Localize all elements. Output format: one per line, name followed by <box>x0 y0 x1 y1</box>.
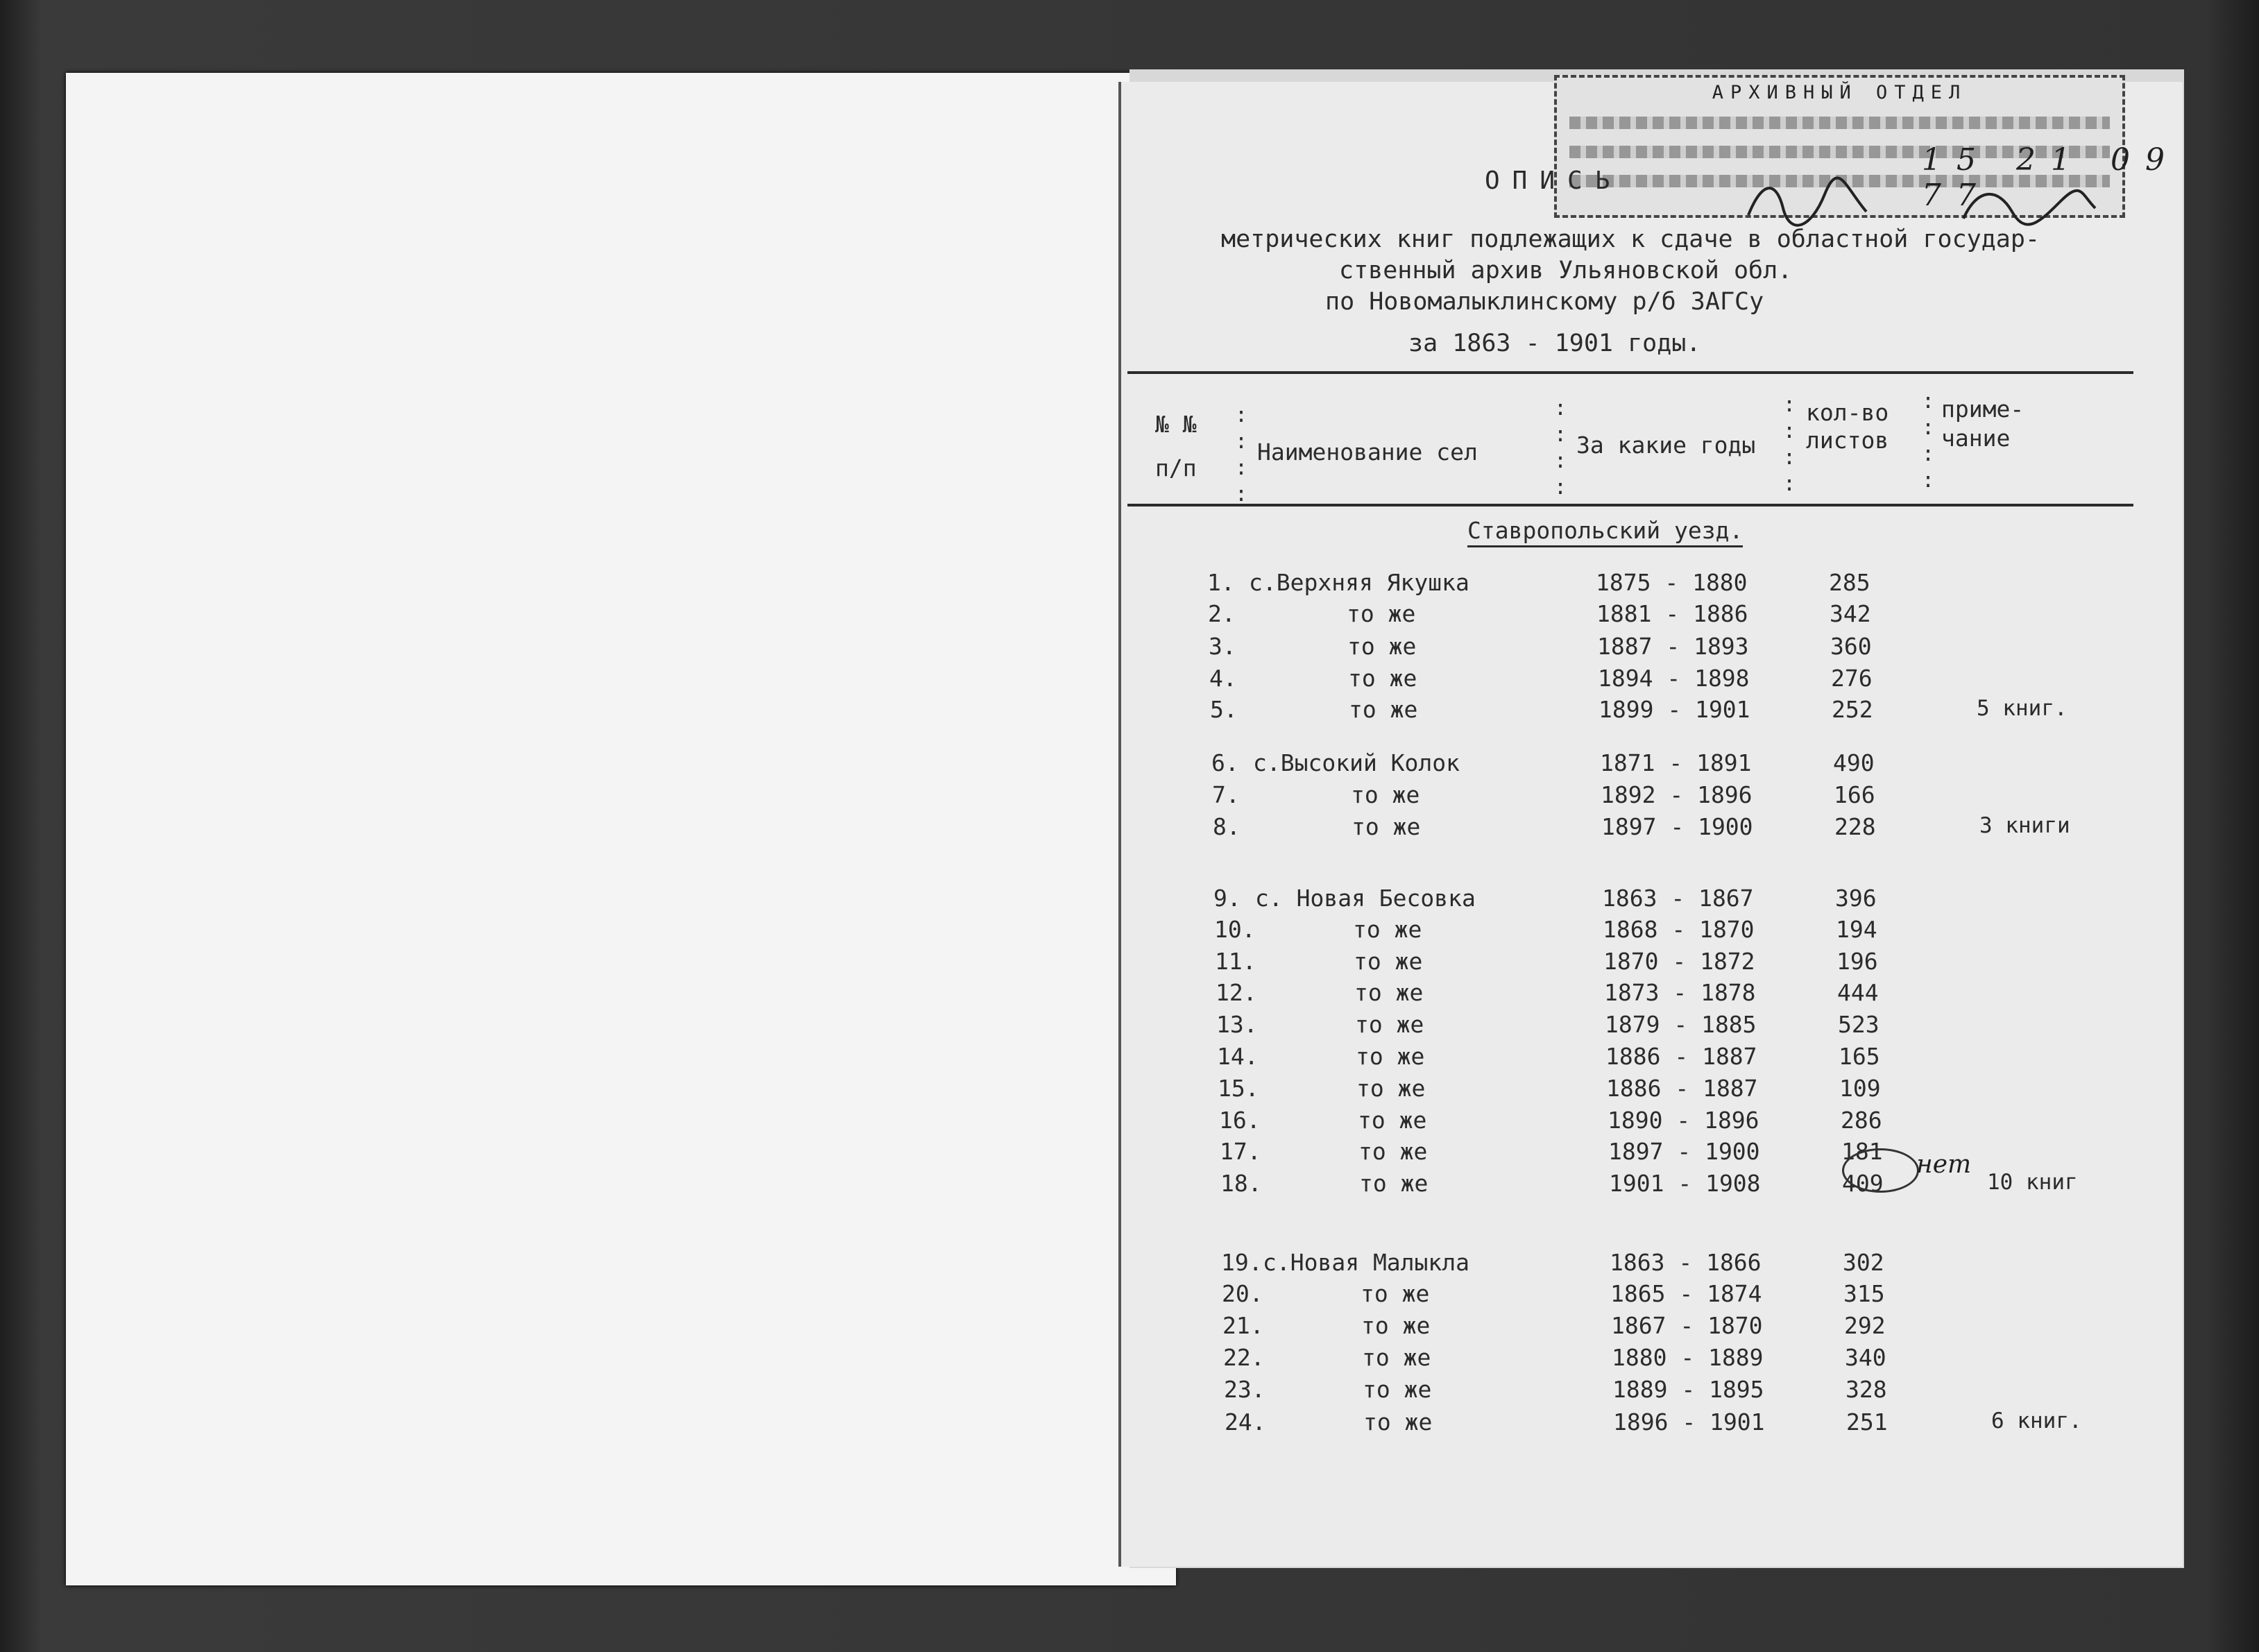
years-range: 1875 - 1880 <box>1596 569 1748 596</box>
sheet-count: 340 <box>1845 1344 1886 1371</box>
column-separator: : : : : <box>1554 396 1567 500</box>
county-heading: Ставропольский уезд. <box>1467 517 1743 547</box>
years-range: 1897 - 1900 <box>1601 813 1753 840</box>
header-number: № № <box>1155 411 1197 438</box>
column-separator: : : : : <box>1235 403 1248 506</box>
stamp-text-line <box>1569 117 2110 129</box>
years-range: 1863 - 1866 <box>1610 1249 1762 1276</box>
document-title: ОПИСЬ <box>1485 167 1623 195</box>
village-name: то же <box>1351 781 1420 808</box>
village-name: с.Высокий Колок <box>1253 749 1460 776</box>
table-row <box>0 696 2259 726</box>
stamp-title: АРХИВНЫЙ ОТДЕЛ <box>1712 82 1968 103</box>
sheet-count: 292 <box>1844 1312 1886 1339</box>
row-number: 15. <box>1218 1075 1259 1102</box>
subtitle-line: по Новомалыклинскому р/б ЗАГСу <box>1325 288 1764 316</box>
table-row <box>0 885 2259 915</box>
circled-entry-mark <box>1842 1148 1919 1193</box>
table-row <box>0 1408 2259 1439</box>
sheet-count: 315 <box>1843 1280 1885 1307</box>
book-count-note: 3 книги <box>1979 813 2070 838</box>
village-name: то же <box>1347 633 1417 660</box>
years-range: 1886 - 1887 <box>1606 1075 1758 1102</box>
sheet-count: 286 <box>1841 1107 1882 1134</box>
header-number-sub: п/п <box>1155 454 1197 482</box>
years-range: 1890 - 1896 <box>1608 1107 1759 1134</box>
table-row <box>0 665 2259 695</box>
row-number: 1. <box>1207 569 1235 596</box>
row-number: 10. <box>1214 916 1256 943</box>
sheet-count: 523 <box>1838 1011 1879 1038</box>
village-name: с. Новая Бесовка <box>1255 885 1476 912</box>
village-name: то же <box>1353 916 1422 943</box>
years-range: 1886 - 1887 <box>1605 1043 1757 1070</box>
sheet-count: 342 <box>1830 600 1871 627</box>
handwritten-note: нет <box>1916 1150 1972 1179</box>
table-row <box>0 1249 2259 1279</box>
sheet-count: 165 <box>1839 1043 1880 1070</box>
village-name: то же <box>1356 1043 1425 1070</box>
row-number: 19. <box>1221 1249 1263 1276</box>
years-range: 1879 - 1885 <box>1605 1011 1757 1038</box>
sheet-count: 228 <box>1834 813 1876 840</box>
years-range: 1863 - 1867 <box>1602 885 1754 912</box>
years-range: 1880 - 1889 <box>1612 1344 1764 1371</box>
village-name: то же <box>1354 979 1424 1006</box>
row-number: 14. <box>1217 1043 1259 1070</box>
village-name: то же <box>1347 600 1416 627</box>
row-number: 23. <box>1224 1376 1265 1403</box>
years-range: 1896 - 1901 <box>1613 1408 1765 1436</box>
table-row <box>0 781 2259 812</box>
village-name: то же <box>1356 1075 1426 1102</box>
village-name: то же <box>1358 1138 1428 1165</box>
header-years: За какие годы <box>1576 432 1756 459</box>
sheet-count: 302 <box>1843 1249 1884 1276</box>
village-name: то же <box>1349 696 1418 723</box>
village-name: то же <box>1355 1011 1424 1038</box>
village-name: то же <box>1361 1312 1431 1339</box>
header-sheets-sub: листов <box>1806 427 1889 454</box>
row-number: 8. <box>1213 813 1241 840</box>
years-range: 1867 - 1870 <box>1611 1312 1763 1339</box>
row-number: 22. <box>1223 1344 1265 1371</box>
years-range: 1892 - 1896 <box>1601 781 1753 808</box>
column-separator: : : : : <box>1783 393 1796 496</box>
sheet-count: 328 <box>1845 1376 1887 1403</box>
sheet-count: 360 <box>1830 633 1872 660</box>
row-number: 3. <box>1209 633 1236 660</box>
sheet-count: 194 <box>1836 916 1877 943</box>
table-row <box>0 569 2259 599</box>
header-sheets: кол-во <box>1806 399 1889 426</box>
table-row <box>0 633 2259 663</box>
years-range: 1870 - 1872 <box>1603 948 1755 975</box>
header-name: Наименование сел <box>1257 438 1478 466</box>
row-number: 17. <box>1220 1138 1261 1165</box>
village-name: то же <box>1362 1344 1431 1371</box>
row-number: 24. <box>1225 1408 1266 1436</box>
years-range: 1881 - 1886 <box>1596 600 1748 627</box>
table-row <box>0 600 2259 631</box>
years-range: 1899 - 1901 <box>1599 696 1750 723</box>
table-header-rule <box>1127 504 2133 506</box>
years-range: 1871 - 1891 <box>1600 749 1752 776</box>
sheet-count: 285 <box>1829 569 1870 596</box>
table-row <box>0 749 2259 780</box>
village-name: то же <box>1363 1408 1433 1436</box>
years-range: 1889 - 1895 <box>1612 1376 1764 1403</box>
table-row <box>0 1344 2259 1374</box>
column-separator: : : : : <box>1922 389 1935 493</box>
subtitle-line: метрических книг подлежащих к сдаче в областной государ- <box>1221 225 2040 253</box>
years-range: 1887 - 1893 <box>1597 633 1749 660</box>
sheet-count: 196 <box>1836 948 1878 975</box>
table-row <box>0 979 2259 1010</box>
years-range: 1865 - 1874 <box>1610 1280 1762 1307</box>
village-name: то же <box>1354 948 1423 975</box>
years-range: 1873 - 1878 <box>1604 979 1756 1006</box>
village-name: то же <box>1363 1376 1432 1403</box>
village-name: то же <box>1352 813 1421 840</box>
row-number: 13. <box>1216 1011 1258 1038</box>
header-notes-sub: чание <box>1941 425 2011 452</box>
subtitle-line: ственный архив Ульяновской обл. <box>1339 257 1793 284</box>
village-name: то же <box>1348 665 1417 692</box>
sheet-count: 490 <box>1833 749 1875 776</box>
village-name: то же <box>1361 1280 1430 1307</box>
row-number: 20. <box>1222 1280 1263 1307</box>
subtitle-line: за 1863 - 1901 годы. <box>1408 330 1701 357</box>
years-range: 1894 - 1898 <box>1598 665 1750 692</box>
sheet-count: 166 <box>1834 781 1875 808</box>
table-row <box>0 1107 2259 1137</box>
table-row <box>0 813 2259 844</box>
table-row <box>0 1075 2259 1105</box>
sheet-count: 444 <box>1837 979 1879 1006</box>
village-name: с.Новая Малыкла <box>1263 1249 1470 1276</box>
sheet-count: 396 <box>1835 885 1877 912</box>
sheet-count: 409 <box>1842 1170 1884 1197</box>
book-count-note: 10 книг <box>1987 1170 2078 1195</box>
book-count-note: 5 книг. <box>1977 696 2068 721</box>
row-number: 11. <box>1215 948 1256 975</box>
header-notes: приме- <box>1941 395 2024 423</box>
sheet-count: 276 <box>1831 665 1873 692</box>
row-number: 12. <box>1216 979 1257 1006</box>
table-row <box>0 1280 2259 1311</box>
years-range: 1897 - 1900 <box>1608 1138 1760 1165</box>
table-row <box>0 916 2259 946</box>
book-count-note: 6 книг. <box>1991 1408 2082 1433</box>
sheet-count: 252 <box>1832 696 1873 723</box>
table-top-rule <box>1127 371 2133 374</box>
row-number: 6. <box>1211 749 1239 776</box>
table-row <box>0 1011 2259 1041</box>
years-range: 1901 - 1908 <box>1609 1170 1761 1197</box>
village-name: то же <box>1359 1170 1429 1197</box>
row-number: 21. <box>1222 1312 1264 1339</box>
row-number: 16. <box>1219 1107 1261 1134</box>
row-number: 4. <box>1209 665 1237 692</box>
years-range: 1868 - 1870 <box>1603 916 1755 943</box>
row-number: 7. <box>1212 781 1240 808</box>
sheet-count: 251 <box>1846 1408 1888 1436</box>
row-number: 18. <box>1220 1170 1262 1197</box>
sheet-count: 109 <box>1839 1075 1881 1102</box>
row-number: 9. <box>1213 885 1241 912</box>
sheet-count: 181 <box>1841 1138 1883 1165</box>
row-number: 2. <box>1208 600 1236 627</box>
table-row <box>0 1376 2259 1406</box>
table-row <box>0 1043 2259 1073</box>
table-row <box>0 1312 2259 1343</box>
village-name: то же <box>1358 1107 1427 1134</box>
table-row <box>0 948 2259 978</box>
handwritten-date: 15 21 09 77 <box>1922 142 2180 213</box>
village-name: с.Верхняя Якушка <box>1249 569 1469 596</box>
row-number: 5. <box>1210 696 1238 723</box>
